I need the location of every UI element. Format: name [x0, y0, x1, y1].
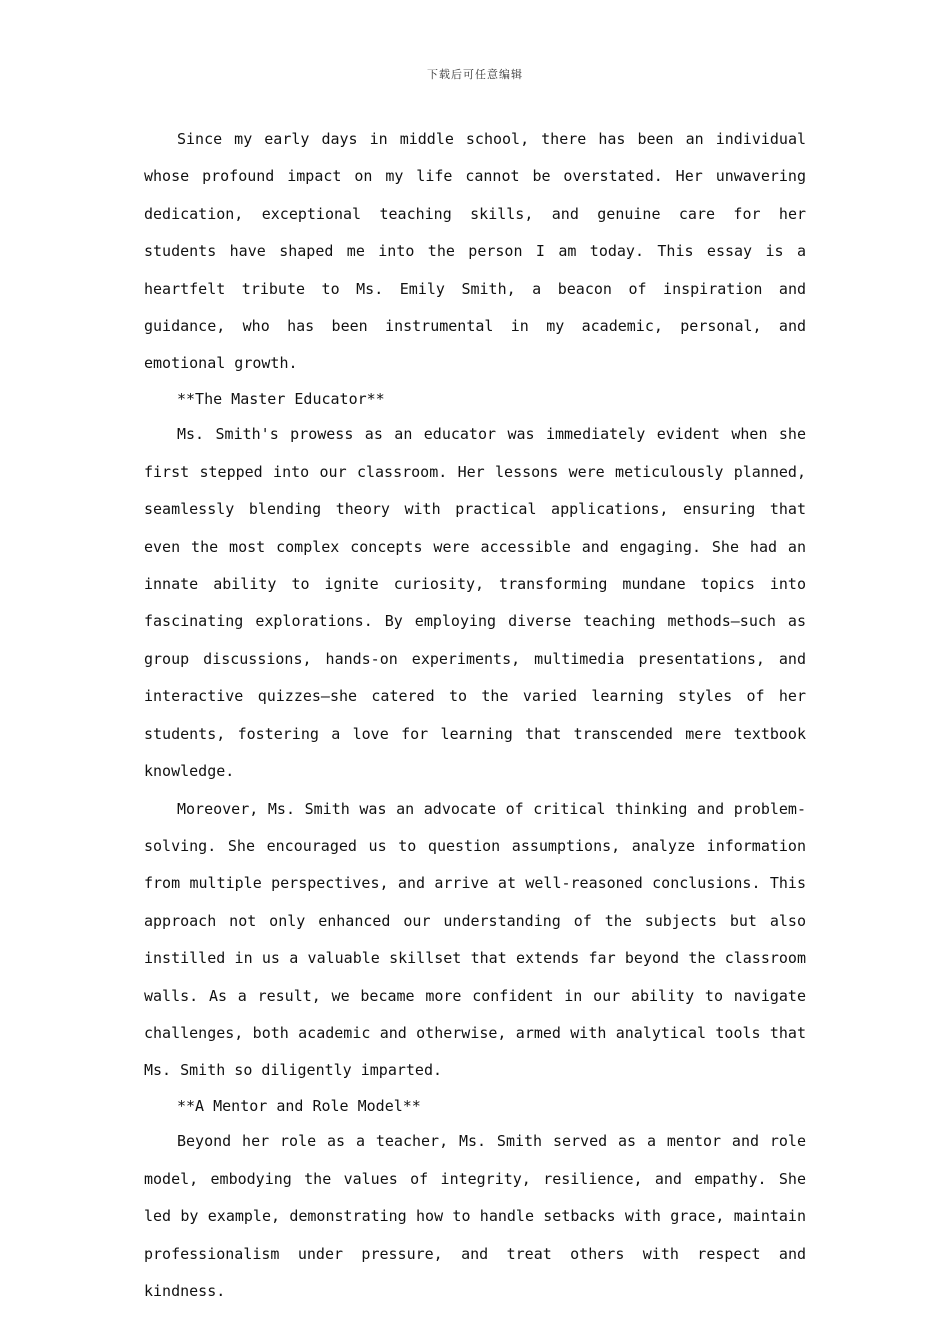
document-body: [144, 121, 806, 1310]
section-heading-master-educator: **The Master Educator**: [177, 389, 385, 408]
paragraph-intro: Since my early days in middle school, there has been an individual whose profound impact on my life cannot be overstated. Her unwavering dedication, exceptional teaching skills, and genuine care for her students have shaped me into the person I am today. This essay is a heartfelt tribute to Ms. Emily Smith, a beacon of inspiration and guidance, who has been instrumental in my academic, personal, and emotional growth.: [144, 130, 806, 373]
page-header: 下载后可任意编辑: [427, 68, 523, 81]
paragraph-mentor: Beyond her role as a teacher, Ms. Smith served as a mentor and role model, embodying the values of integrity, resilience, and empathy. She led by example, demonstrating how to handle setbacks with grace, maintain professionalism under pressure, and treat others with respect and kindness.: [144, 1132, 806, 1300]
section-heading-mentor-role-model: **A Mentor and Role Model**: [177, 1096, 421, 1115]
paragraph-educator-prowess: Ms. Smith's prowess as an educator was immediately evident when she first stepped into our classroom. Her lessons were meticulously planned, seamlessly blending theory with practical applications, ensuring that even the most complex concepts were accessible and engaging. She had an innate ability to ignite curiosity, transforming mundane topics into fascinating explorations. By employing diverse teaching methods—such as group discussions, hands-on experiments, multimedia presentations, and interactive quizzes—she catered to the varied learning styles of her students, fostering a love for learning that transcended mere textbook knowledge.: [144, 425, 806, 781]
paragraph-critical-thinking: Moreover, Ms. Smith was an advocate of critical thinking and problem-solving. She encouraged us to question assumptions, analyze information from multiple perspectives, and arrive at well-reasoned conclusions. This approach not only enhanced our understanding of the subjects but also instilled in us a valuable skillset that extends far beyond the classroom walls. As a result, we became more confident in our ability to navigate challenges, both academic and otherwise, armed with analytical tools that Ms. Smith so diligently imparted.: [144, 799, 806, 1080]
